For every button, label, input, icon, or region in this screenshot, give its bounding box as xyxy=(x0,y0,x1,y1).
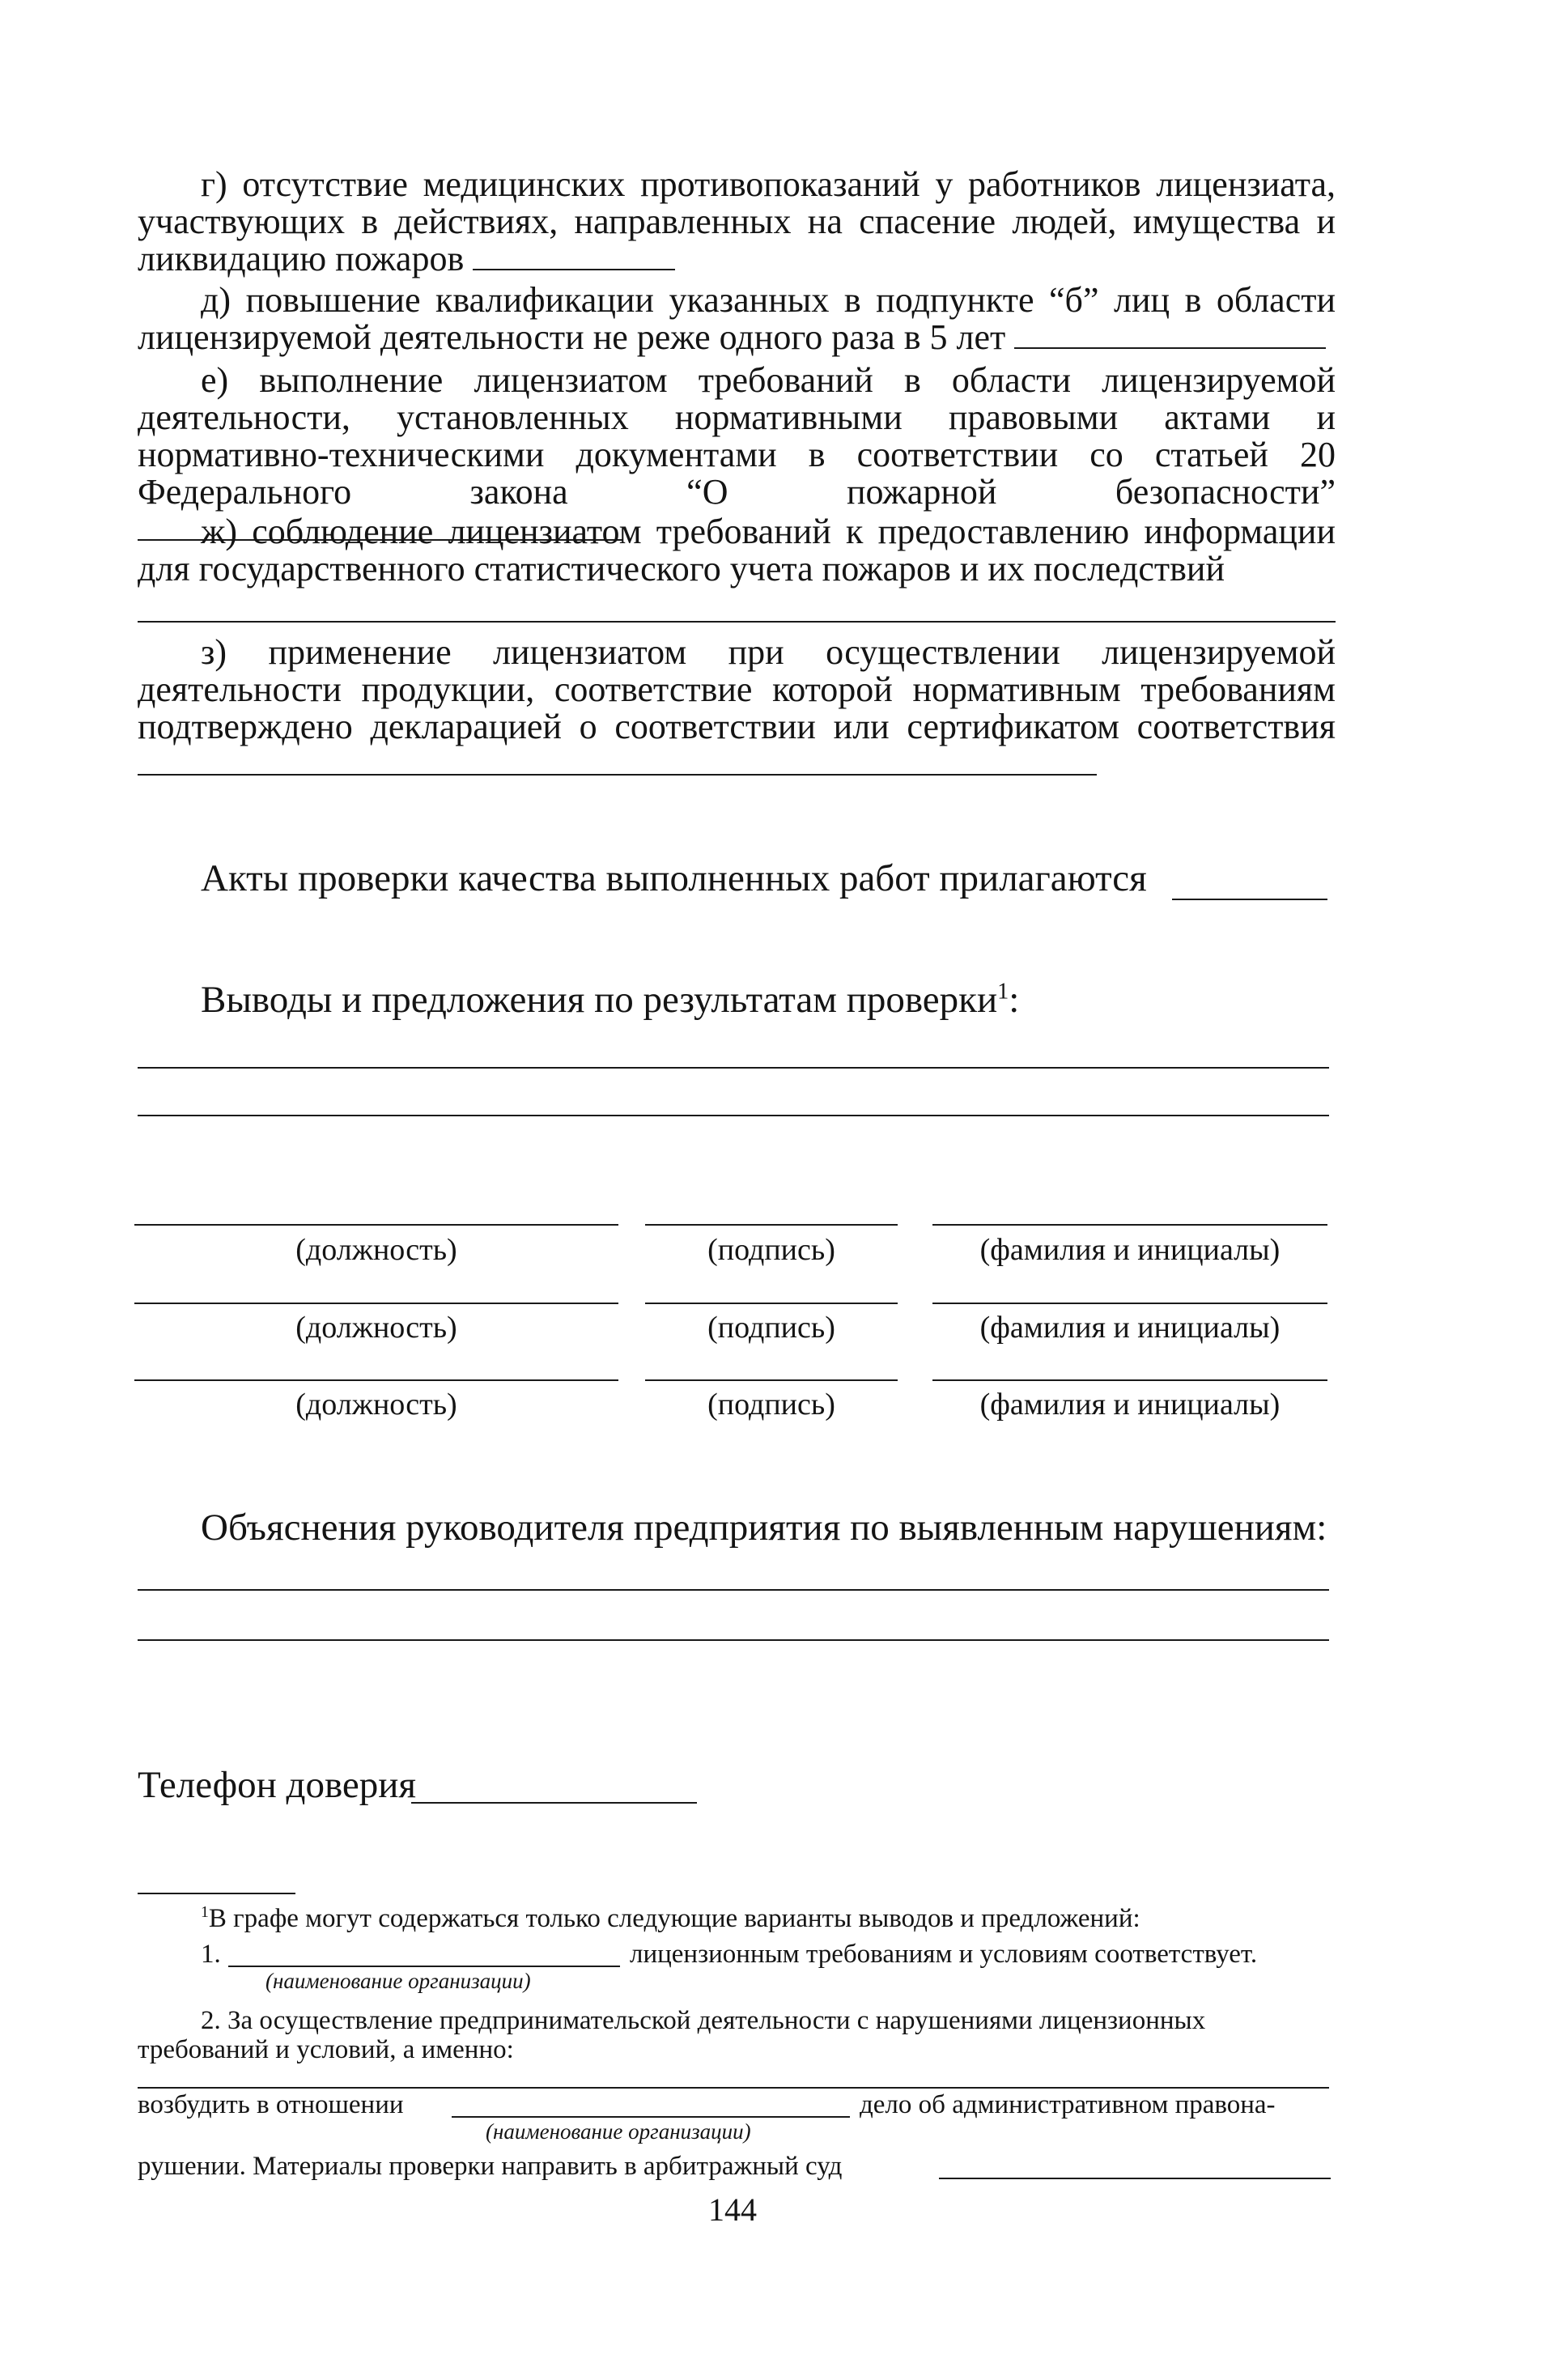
footnote-intro-text: В графе могут содержаться только следующие варианты выводов и предложений: xyxy=(208,1904,1140,1933)
position-line-2[interactable] xyxy=(134,1303,618,1304)
footnote-org-caption-1: (наименование организации) xyxy=(265,1969,531,1993)
item-g xyxy=(138,166,1336,278)
signature-line-3[interactable] xyxy=(645,1379,898,1381)
footnote-case-text: дело об административном правона- xyxy=(860,2090,1276,2119)
explanations-line-1[interactable] xyxy=(138,1589,1329,1591)
footnote-option-1-number: 1. xyxy=(201,1940,221,1969)
name-caption-3: (фамилия и инициалы) xyxy=(979,1388,1281,1422)
item-z-blank[interactable] xyxy=(138,750,1097,776)
footnote-court-text: арбитражный суд xyxy=(643,2152,843,2181)
footnote-court-blank[interactable] xyxy=(939,2178,1331,2179)
item-d xyxy=(138,282,1336,356)
name-line-1[interactable] xyxy=(932,1224,1327,1226)
item-d-blank[interactable] xyxy=(1014,323,1326,349)
name-caption-2: (фамилия и инициалы) xyxy=(979,1311,1281,1345)
page-number: 144 xyxy=(708,2191,757,2228)
conclusions-footnote-mark: 1 xyxy=(997,979,1009,1005)
explanations-line-2[interactable] xyxy=(138,1639,1329,1641)
footnote-option-2-line-2: требований и условий, а именно: xyxy=(138,2035,514,2064)
item-d-text: д) повышение квалификации указанных в подпункте “б” лиц в области лицензируемой деятельности не реже одного раза в 5 лет xyxy=(138,280,1336,357)
item-z xyxy=(138,634,1336,783)
explanations-heading: Объяснения руководителя предприятия по выявленным нарушениям: xyxy=(201,1507,1327,1549)
footnote-case-cont-text: рушении. Материалы проверки направить в xyxy=(138,2152,637,2181)
position-line-3[interactable] xyxy=(134,1379,618,1381)
item-z-text: з) применение лицензиатом при осуществлении лицензируемой деятельности продукции, соответствие которой нормативным требованиям подтверждено декларацией о соответствии или сертификатом соответствия xyxy=(138,632,1336,746)
conclusions-line-1[interactable] xyxy=(138,1067,1329,1069)
footnote-option-2-blank[interactable] xyxy=(452,2116,850,2118)
item-g-text: г) отсутствие медицинских противопоказаний у работников лицензиата, участвующих в действиях, направленных на спасение людей, имущества и ликвидацию пожаров xyxy=(138,164,1336,278)
acts-text: Акты проверки качества выполненных работ прилагаются xyxy=(201,857,1147,899)
name-line-3[interactable] xyxy=(932,1379,1327,1381)
acts-line xyxy=(201,858,1147,899)
item-g-blank[interactable] xyxy=(473,244,675,270)
conclusions-heading xyxy=(201,980,1019,1020)
item-zh-blank[interactable] xyxy=(138,621,1336,623)
acts-blank[interactable] xyxy=(1172,899,1327,900)
footnote-option-1-text: лицензионным требованиям и условиям соответствует. xyxy=(630,1940,1258,1969)
position-caption-2: (должность) xyxy=(295,1311,457,1345)
footnote-org-caption-2: (наименование организации) xyxy=(486,2119,751,2144)
signature-caption-2: (подпись) xyxy=(707,1311,835,1345)
hotline-blank[interactable] xyxy=(411,1802,697,1804)
footnote-violations-line[interactable] xyxy=(138,2087,1329,2089)
footnote-mark: 1 xyxy=(201,1903,209,1921)
conclusions-label: Выводы и предложения по результатам проверки xyxy=(201,979,998,1021)
footnote-option-1-blank[interactable] xyxy=(228,1966,620,1967)
signature-line-2[interactable] xyxy=(645,1303,898,1304)
conclusions-line-2[interactable] xyxy=(138,1115,1329,1116)
signature-caption-1: (подпись) xyxy=(707,1233,835,1267)
conclusions-colon: : xyxy=(1009,979,1020,1021)
position-caption-1: (должность) xyxy=(295,1233,457,1267)
hotline-label: Телефон доверия xyxy=(138,1764,416,1806)
signature-line-1[interactable] xyxy=(645,1224,898,1226)
item-e-text: е) выполнение лицензиатом требований в области лицензируемой деятельности, установленных нормативными правовыми актами и нормативно-техническими документами в соответствии со статьей 20 Федерального закона “О пожарной безопасности” xyxy=(138,360,1336,512)
footnote-intro xyxy=(201,1904,1140,1933)
item-zh-text: ж) соблюдение лицензиатом требований к предоставлению информации для государственного статистического учета пожаров и их последствий xyxy=(138,512,1336,589)
footnote-separator xyxy=(138,1893,295,1894)
name-line-2[interactable] xyxy=(932,1303,1327,1304)
position-caption-3: (должность) xyxy=(295,1388,457,1422)
item-zh xyxy=(138,513,1336,588)
footnote-initiate-text: возбудить в отношении xyxy=(138,2090,404,2119)
footnote-option-2-line-1: 2. За осуществление предпринимательской деятельности с нарушениями лицензионных xyxy=(201,2006,1206,2035)
footnote-case-continuation xyxy=(138,2152,842,2181)
position-line-1[interactable] xyxy=(134,1224,618,1226)
signature-caption-3: (подпись) xyxy=(707,1388,835,1422)
name-caption-1: (фамилия и инициалы) xyxy=(979,1233,1281,1267)
